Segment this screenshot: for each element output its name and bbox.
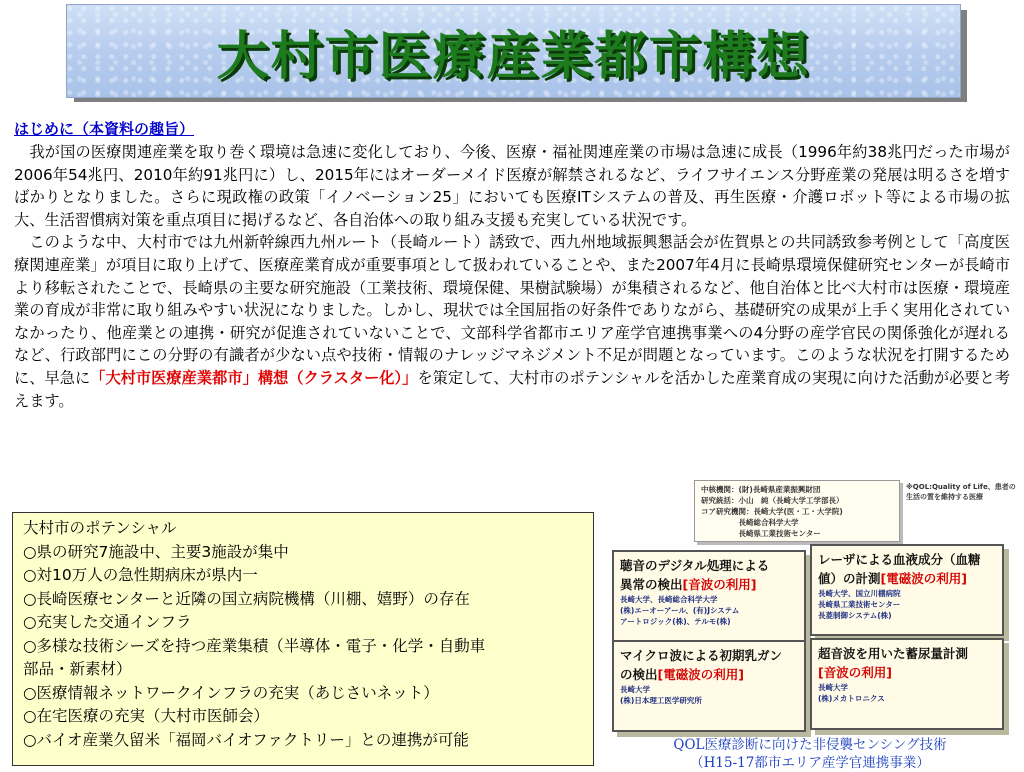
intro-paragraph-1: 我が国の医療関連産業を取り巻く環境は急速に変化しており、今後、医療・福祉関連産業の市場は急速に成長（1996年約38兆円だった市場が2006年54兆円、2010年約91兆円に）し、2015年にはオーダーメイド医療が解禁されるなど、ライフサイエンス分野産業の発展は明るさを増すばかりとなりました。さらに現政権の政策「イノベーション25」においても医療ITシステムの普及、再生医療・介護ロボット等による市場の拡大、生活習慣病対策を重点項目に掲げるなど、各自治体への取り組み支援も充実している状況です。 xyxy=(14,143,1010,229)
figure-org-line: コア研究機関：長崎大学(医・工・大学院) xyxy=(701,507,843,516)
figure-org-line: 長崎県工業技術センター xyxy=(701,529,821,538)
card-tag: [音波の利用] xyxy=(682,577,757,592)
card-title: レーザによる血液成分（血糖 値）の計測[電磁波の利用] xyxy=(818,552,981,586)
potential-item: ○多様な技術シーズを持つ産業集積（半導体・電子・化学・自動車 xyxy=(23,636,486,655)
card-title: マイクロ波による初期乳ガン の検出[電磁波の利用] xyxy=(620,648,783,682)
potential-box xyxy=(12,512,594,766)
card-org: アートロジック(株)、テルモ(株) xyxy=(620,617,731,626)
figure-qol-note: ※QOL:Quality of Life、患者の生活の質を維持する医療 xyxy=(906,483,1016,501)
figure-organization-box xyxy=(694,480,900,542)
research-card-heart-sound xyxy=(612,550,806,642)
page-title: 大村市医療産業都市構想 xyxy=(216,25,811,87)
intro-heading: はじめに（本資料の趣旨） xyxy=(14,120,195,138)
potential-item: ○バイオ産業久留米「福岡バイオファクトリー」との連携が可能 xyxy=(23,730,469,749)
potential-item: 部品・新素材） xyxy=(23,660,132,678)
intro-paragraph-2 xyxy=(14,231,1010,412)
figure-caption xyxy=(602,736,1018,772)
potential-item: ○医療情報ネットワークインフラの充実（あじさいネット） xyxy=(23,683,439,702)
card-org: (株)日本理工医学研究所 xyxy=(620,696,702,705)
card-org: 長崎大学 xyxy=(620,685,650,694)
potential-heading: 大村市のポテンシャル xyxy=(23,519,177,537)
card-title: 聴音のデジタル処理による 異常の検出[音波の利用] xyxy=(620,558,770,592)
card-tag: [音波の利用] xyxy=(818,665,892,680)
research-card-ultrasound xyxy=(810,638,1004,730)
card-org: 長菱制御システム(株) xyxy=(818,611,892,620)
intro-paragraph-2-text: このような中、大村市では九州新幹線西九州ルート（長崎ルート）誘致で、西九州地域振興懇話会が佐賀県との共同誘致参考例として「高度医療関連産業」が項目に取り上げて、医療産業育成が重要事項として扱われていることや、また2007年4月に長崎県環境保健研究センターが長崎市より移転されたことで、長崎県の主要な研究施設（工業技術、環境保健、果樹試験場）が集積されるなど、他自治体と比べ大村市は医療・環境産業の育成が非常に取り組みやすい状況になりました。しかし、現状では全国屈指の好条件でありながら、基礎研究の成果が上手く実用化されていなかったり、他産業との連携・研究が促進されていないことで、文部科学省都市エリア産学官連携事業への4分野の産学官民の関係強化が遅れるなど、行政部門にこの分野の有識者が少ない点や技術・情報のナレッジマネジメント不足が問題となっています。このような状況を打開するために、早急に xyxy=(14,233,1010,387)
card-org: (株)メカトロニクス xyxy=(818,694,885,703)
figure-org-line: 中核機関：(財)長崎県産業振興財団 xyxy=(701,485,821,494)
card-org: 長崎大学 xyxy=(818,683,848,692)
figure-caption-line-2: （H15-17都市エリア産学官連携事業） xyxy=(690,755,930,771)
figure-org-line: 長崎総合科学大学 xyxy=(701,518,799,527)
sensing-figure xyxy=(602,480,1018,738)
potential-item: ○長崎医療センターと近隣の国立病院機構（川棚、嬉野）の存在 xyxy=(23,589,470,608)
potential-item: ○在宅医療の充実（大村市医師会） xyxy=(23,707,270,725)
intro-paragraph-2-end: を策定して、大村市のポテンシャルを活かした産業育成の実現に向けた活動が必要と考えます。 xyxy=(14,368,1010,410)
card-org: 長崎大学、長崎総合科学大学 xyxy=(620,595,718,604)
intro-section xyxy=(14,119,1010,412)
card-tag: [電磁波の利用] xyxy=(880,571,967,586)
potential-item: ○充実した交通インフラ xyxy=(23,613,192,631)
concept-highlight: 「大村市医療産業都市」構想（クラスター化）」 xyxy=(90,368,418,387)
card-org: (株)エーオーアール、(有)Jシステム xyxy=(620,606,740,615)
research-card-microwave xyxy=(612,640,806,732)
card-org: 長崎県工業技術センター xyxy=(818,600,901,609)
potential-item: ○対10万人の急性期病床が県内一 xyxy=(23,566,258,584)
potential-item: ○県の研究7施設中、主要3施設が集中 xyxy=(23,542,289,561)
figure-caption-line-1: QOL医療診断に向けた非侵襲センシング技術 xyxy=(673,737,947,753)
figure-org-line: 研究統括：小山 純（長崎大学工学部長） xyxy=(701,496,844,505)
card-tag: [電磁波の利用] xyxy=(657,667,744,682)
card-title: 超音波を用いた蓄尿量計測 [音波の利用] xyxy=(818,646,969,680)
card-org: 長崎大学、国立川棚病院 xyxy=(818,589,901,598)
research-card-laser-blood xyxy=(810,544,1004,636)
title-banner xyxy=(66,4,961,98)
